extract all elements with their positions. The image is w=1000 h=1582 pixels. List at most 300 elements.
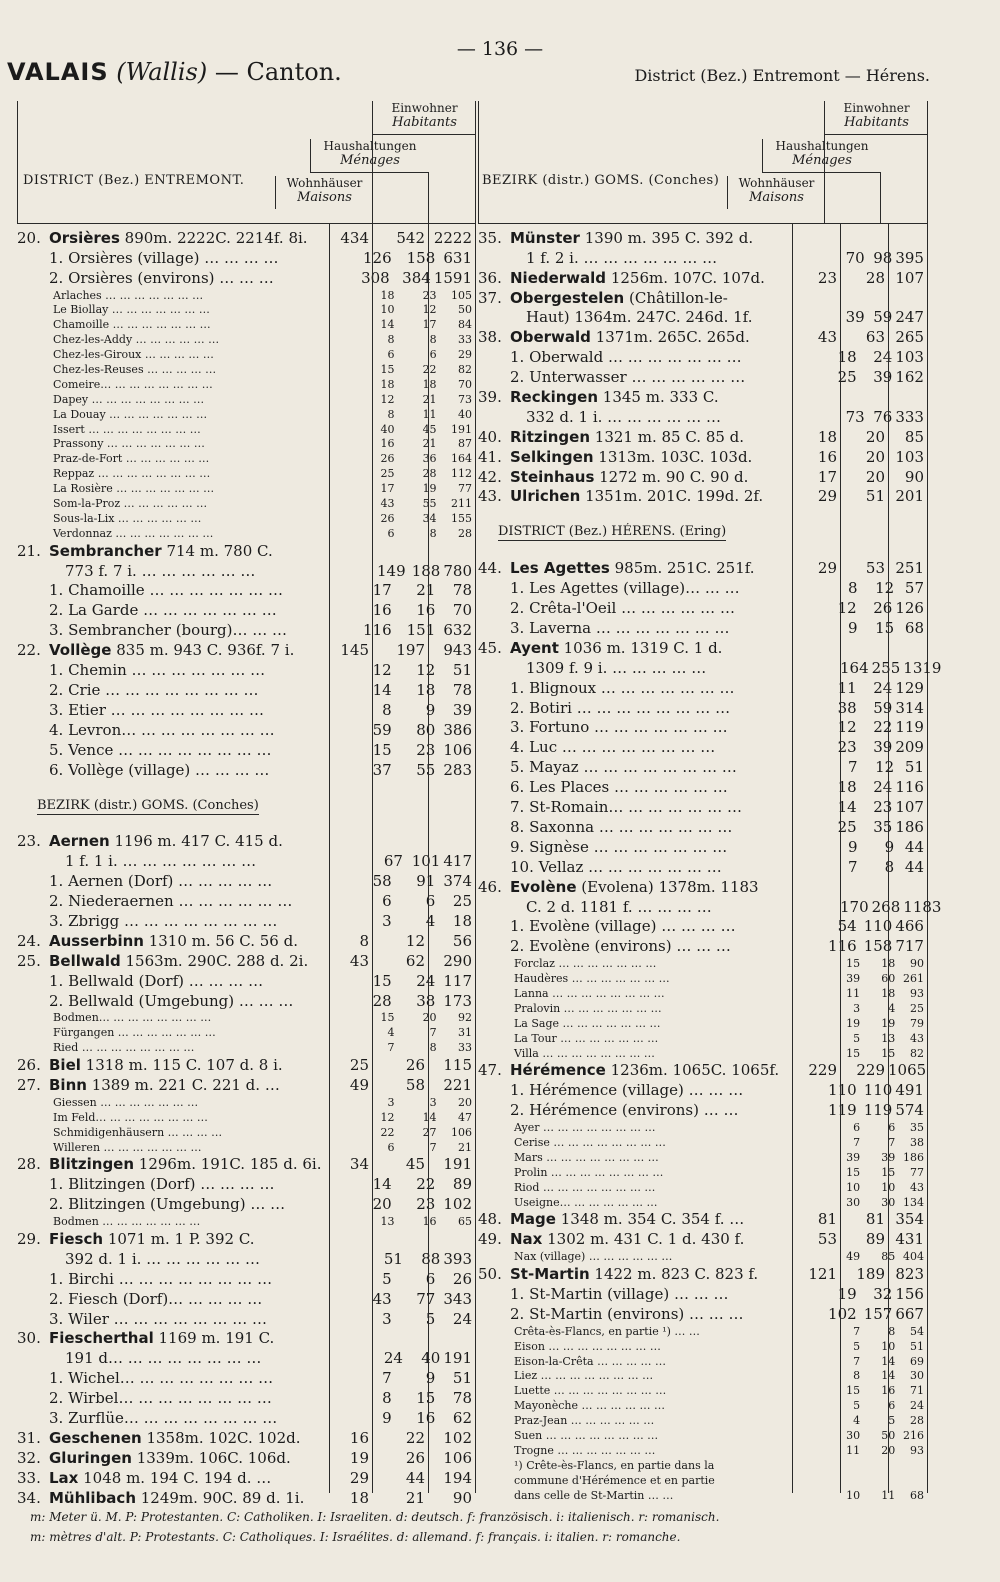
table-row xyxy=(17,561,475,581)
table-row xyxy=(478,1001,927,1016)
menages-cell: 4 xyxy=(425,911,436,930)
maisons-cell: 23 xyxy=(817,268,837,287)
habitants-cell: 33 xyxy=(458,1041,472,1055)
maisons-cell: 29 xyxy=(817,559,837,578)
table-row xyxy=(478,1324,927,1339)
habitants-cell: 44 xyxy=(904,857,925,876)
table-row xyxy=(17,1329,475,1349)
row-text: Chez-les-Giroux … … … … … xyxy=(53,348,214,362)
table-row xyxy=(478,777,927,797)
habitants-cell: 68 xyxy=(904,619,925,638)
row-text: Issert … … … … … … … … xyxy=(53,422,201,436)
maisons-cell: 11 xyxy=(837,678,857,697)
row-text: Bodmen … … … … … … … xyxy=(53,1215,201,1229)
table-row xyxy=(478,1473,927,1488)
habitants-cell: 116 xyxy=(895,778,924,797)
table-row xyxy=(17,581,475,601)
maisons-cell: 18 xyxy=(817,427,837,446)
row-text: 1169 m. 191 C. xyxy=(153,1329,275,1348)
habitants-cell: 90 xyxy=(910,957,924,971)
table-row xyxy=(17,931,475,951)
table-row xyxy=(17,248,475,268)
menages-cell: 14 xyxy=(881,1354,896,1368)
commune-name: Geschenen xyxy=(49,1428,142,1447)
row-text: Schmidigenhäusern … … … … xyxy=(53,1125,223,1139)
table-row xyxy=(478,658,942,678)
table-row xyxy=(17,780,475,790)
maisons-cell: 6 xyxy=(387,526,395,540)
row-text: 6. Vollège (village) … … … … xyxy=(49,760,270,779)
row-label xyxy=(17,1389,361,1408)
menages-cell: 21 xyxy=(405,1488,425,1507)
menages-cell: 6 xyxy=(888,1399,896,1413)
table-row xyxy=(17,1488,475,1508)
habitants-cell: 93 xyxy=(910,986,924,1000)
maisons-cell: 6 xyxy=(853,1121,861,1135)
row-number: 43. xyxy=(478,487,502,506)
row-text: Liez … … … … … … … … xyxy=(514,1369,654,1383)
table-row xyxy=(17,288,475,303)
menages-cell: 5 xyxy=(425,1309,436,1328)
commune-name: Nax xyxy=(510,1230,543,1249)
row-label xyxy=(17,1270,361,1289)
row-text: 2. Crêta-l'Oeil … … … … … … xyxy=(510,599,735,618)
maisons-cell: 25 xyxy=(837,368,857,387)
row-text: C. 2 d. 1181 f. … … … … xyxy=(526,897,712,916)
page-number: — 136 — xyxy=(456,38,544,60)
row-text: 1. Chamoille … … … … … … … xyxy=(49,581,284,600)
habitants-cell: 82 xyxy=(458,363,472,377)
row-label xyxy=(478,579,824,598)
row-label xyxy=(478,898,840,917)
row-label xyxy=(17,482,365,496)
row-text: 1351m. 201C. 199d. 2f. xyxy=(580,487,764,506)
row-label xyxy=(17,437,365,451)
row-label xyxy=(478,639,792,658)
commune-name: Mühlibach xyxy=(49,1488,136,1507)
menages-cell: 10 xyxy=(881,1180,896,1194)
menages-cell: 15 xyxy=(881,1165,896,1179)
maisons-cell: 26 xyxy=(380,511,395,525)
table-row xyxy=(478,1458,927,1473)
row-label xyxy=(478,1325,828,1339)
maisons-cell: 12 xyxy=(380,1110,395,1124)
maisons-cell: 4 xyxy=(853,1414,861,1428)
menages-cell: 8 xyxy=(429,333,437,347)
row-label xyxy=(478,249,840,268)
habitants-cell: 431 xyxy=(895,1230,924,1249)
row-text: Haut) 1364m. 247C. 246d. 1f. xyxy=(526,308,753,327)
row-label xyxy=(478,289,792,308)
row-text: Comeire… … … … … … … … xyxy=(53,377,213,391)
habitants-cell: 404 xyxy=(903,1250,924,1264)
row-label xyxy=(17,761,361,780)
habitants-cell: 25 xyxy=(910,1001,924,1015)
table-row xyxy=(17,822,475,832)
menages-cell: 8 xyxy=(429,526,437,540)
menages-cell: 19 xyxy=(422,482,437,496)
menages-cell: 15 xyxy=(416,1389,436,1408)
habitants-cell: 43 xyxy=(910,1031,924,1045)
table-row xyxy=(17,991,475,1011)
row-label xyxy=(478,328,792,347)
table-row xyxy=(17,1229,475,1249)
row-text: 1249m. 90C. 89 d. 1i. xyxy=(136,1488,305,1507)
row-number: 22. xyxy=(17,641,41,660)
row-text: 1389 m. 221 C. 221 d. … xyxy=(86,1075,280,1094)
menages-cell: 3 xyxy=(429,1095,437,1109)
row-text: 9. Signèse … … … … … … … xyxy=(510,837,728,856)
table-row xyxy=(17,362,475,377)
habitants-cell: 79 xyxy=(910,1016,924,1030)
table-row xyxy=(478,1383,927,1398)
menages-cell: 34 xyxy=(422,511,437,525)
maisons-cell: 12 xyxy=(837,599,857,618)
habitants-cell: 107 xyxy=(895,268,924,287)
table-row xyxy=(478,1150,927,1165)
habitants-cell: 1183 xyxy=(903,897,942,916)
table-row xyxy=(478,308,927,328)
row-text: 985m. 251C. 251f. xyxy=(609,559,755,578)
row-label xyxy=(17,972,361,991)
menages-cell: 91 xyxy=(416,872,436,891)
habitants-cell: 134 xyxy=(903,1195,924,1209)
row-label xyxy=(17,1126,365,1140)
row-text: 1071 m. 1 P. 392 C. xyxy=(103,1229,255,1248)
row-text: 1. Hérémence (village) … … … xyxy=(510,1081,744,1100)
maisons-cell: 8 xyxy=(382,1389,392,1408)
right-district-label: BEZIRK (distr.) GOMS. (Conches) xyxy=(482,173,720,188)
table-row xyxy=(478,1046,927,1061)
row-label xyxy=(478,408,840,427)
table-row xyxy=(17,1140,475,1155)
maisons-cell: 8 xyxy=(382,700,392,719)
menages-cell: 22 xyxy=(422,363,437,377)
menages-cell: 110 xyxy=(863,917,893,936)
row-label xyxy=(478,1017,828,1031)
left-column xyxy=(17,101,476,1507)
habitants-cell: 194 xyxy=(443,1468,472,1487)
maisons-cell: 29 xyxy=(817,487,837,506)
table-row xyxy=(478,1304,927,1324)
row-label xyxy=(17,1310,361,1329)
habitants-cell: 68 xyxy=(910,1488,924,1502)
menages-cell: 110 xyxy=(863,1081,893,1100)
menages-cell: 39 xyxy=(873,738,893,757)
row-label xyxy=(478,559,792,578)
row-text: 1. Blitzingen (Dorf) … … … … xyxy=(49,1175,275,1194)
menages-cell: 85 xyxy=(881,1250,896,1264)
row-text: 1 f. 1 i. … … … … … … … xyxy=(65,852,257,871)
row-text: 835 m. 943 C. 936f. 7 i. xyxy=(111,641,295,660)
maisons-cell: 8 xyxy=(359,931,369,950)
row-text: Praz-Jean … … … … … … xyxy=(514,1414,655,1428)
row-text: 7. St-Romain… … … … … … … xyxy=(510,798,743,817)
row-text: Forclaz … … … … … … … xyxy=(514,957,657,971)
row-label xyxy=(478,878,792,897)
table-row xyxy=(17,466,475,481)
row-text: Verdonnaz … … … … … … … xyxy=(53,526,214,540)
habitants-cell: 780 xyxy=(443,561,472,580)
row-label xyxy=(17,1469,329,1488)
maisons-cell: 15 xyxy=(372,971,392,990)
habitants-cell: 823 xyxy=(895,1265,924,1284)
table-row xyxy=(478,857,927,877)
table-row xyxy=(478,917,927,937)
table-row xyxy=(17,347,475,362)
row-text: Le Biollay … … … … … … … xyxy=(53,303,210,317)
row-label xyxy=(478,1489,828,1503)
row-number: 44. xyxy=(478,559,502,578)
row-text: Ayer … … … … … … … … xyxy=(514,1121,656,1135)
habitants-cell: 51 xyxy=(910,1339,924,1353)
maisons-cell: 11 xyxy=(846,1443,861,1457)
table-row xyxy=(478,1195,927,1210)
row-label xyxy=(478,1047,828,1061)
row-text: 1. Blignoux … … … … … … … xyxy=(510,678,735,697)
habitants-cell: 51 xyxy=(452,1369,472,1388)
table-row xyxy=(478,578,927,598)
habitants-cell: 103 xyxy=(895,348,924,367)
habitants-cell: 62 xyxy=(452,1409,472,1427)
maisons-cell: 12 xyxy=(380,392,395,406)
habitants-cell: 89 xyxy=(452,1175,472,1194)
menages-cell: 80 xyxy=(416,720,436,739)
habitants-cell: 57 xyxy=(904,579,925,598)
menages-cell: 26 xyxy=(405,1056,425,1075)
table-row xyxy=(17,1428,475,1448)
row-text: 1371m. 265C. 265d. xyxy=(590,328,750,347)
maisons-cell: 30 xyxy=(846,1195,861,1209)
row-label xyxy=(17,303,365,317)
row-label xyxy=(478,679,824,698)
row-label xyxy=(17,1369,361,1388)
habitants-cell: 1319 xyxy=(903,658,942,677)
row-label xyxy=(478,758,824,777)
table-row xyxy=(17,303,475,318)
row-label xyxy=(478,858,824,877)
row-number: 47. xyxy=(478,1061,502,1080)
row-text: Giessen … … … … … … … xyxy=(53,1095,199,1109)
maisons-cell: 7 xyxy=(848,857,858,876)
table-row xyxy=(17,526,475,541)
table-row xyxy=(17,640,475,660)
maisons-cell: 30 xyxy=(846,1429,861,1442)
row-text: 714 m. 780 C. xyxy=(161,541,273,560)
habitants-cell: 314 xyxy=(895,698,924,717)
habitants-cell: 209 xyxy=(895,738,924,757)
maisons-cell: 18 xyxy=(837,778,857,797)
row-text: 1036 m. 1319 C. 1 d. xyxy=(558,638,723,657)
menages-cell: 63 xyxy=(865,328,885,347)
table-row xyxy=(478,1428,927,1443)
maisons-cell: 73 xyxy=(845,407,865,426)
row-text: 3. Wiler … … … … … … … … xyxy=(49,1309,268,1328)
commune-name: Selkingen xyxy=(510,447,594,466)
maisons-cell: 17 xyxy=(817,467,837,486)
maisons-cell: 53 xyxy=(817,1230,837,1249)
maisons-cell: 19 xyxy=(837,1284,857,1303)
row-text: 1. St-Martin (village) … … … xyxy=(510,1284,729,1303)
maisons-cell: 38 xyxy=(837,698,857,717)
row-text: BEZIRK (distr.) GOMS. (Conches) xyxy=(37,797,259,813)
habitants-cell: 191 xyxy=(451,422,472,436)
menages-cell: 151 xyxy=(406,621,436,640)
menages-cell: 197 xyxy=(396,641,425,660)
maisons-cell: 3 xyxy=(853,1001,861,1015)
row-label xyxy=(17,1076,329,1095)
maisons-cell: 14 xyxy=(372,680,392,699)
habitants-cell: 717 xyxy=(895,937,924,956)
maisons-cell: 43 xyxy=(372,1289,392,1308)
maisons-cell: 19 xyxy=(846,1016,861,1030)
table-row xyxy=(478,986,927,1001)
row-text: Arlaches … … … … … … … xyxy=(53,288,204,302)
table-row xyxy=(478,506,927,516)
menages-cell: 26 xyxy=(873,599,893,618)
row-label xyxy=(478,1369,828,1383)
commune-name: Ulrichen xyxy=(510,487,581,506)
habitants-cell: 191 xyxy=(443,1349,472,1368)
row-number: 37. xyxy=(478,288,502,307)
habitants-cell: 395 xyxy=(895,248,924,267)
table-row xyxy=(478,1264,927,1284)
commune-name: Hérémence xyxy=(510,1061,606,1080)
table-row xyxy=(17,600,475,620)
maisons-cell: 10 xyxy=(846,1180,861,1194)
menages-cell: 542 xyxy=(396,228,425,247)
maisons-cell: 170 xyxy=(840,897,869,916)
table-row xyxy=(17,1214,475,1229)
row-text: Willeren … … … … … … … xyxy=(53,1140,202,1154)
habitants-cell: 251 xyxy=(895,559,924,578)
row-text: 1. Orsières (village) … … … … xyxy=(49,248,279,267)
habitants-cell: 35 xyxy=(910,1121,924,1135)
menages-cell: 20 xyxy=(881,1443,896,1457)
menages-cell: 24 xyxy=(873,778,893,797)
menages-cell: 35 xyxy=(873,817,893,836)
habitants-cell: 156 xyxy=(895,1284,924,1303)
page-title: VALAIS (Wallis) — Canton. xyxy=(7,58,342,86)
maisons-cell: 15 xyxy=(846,1046,861,1060)
row-label xyxy=(478,269,792,288)
table-row xyxy=(17,437,475,452)
row-label xyxy=(478,838,824,857)
habitants-cell: 102 xyxy=(443,1195,472,1214)
menages-cell: 51 xyxy=(865,487,885,506)
menages-cell: 20 xyxy=(865,467,885,486)
habitants-cell: 2222 xyxy=(433,228,472,247)
maisons-cell: 14 xyxy=(837,798,857,817)
commune-name: Lax xyxy=(49,1468,79,1487)
maisons-cell: 126 xyxy=(363,248,392,267)
table-row xyxy=(17,1155,475,1175)
table-row xyxy=(17,1040,475,1055)
row-label xyxy=(17,721,361,740)
commune-name: Obergestelen xyxy=(510,288,625,307)
row-text: 2. Hérémence (environs) … … xyxy=(510,1101,739,1120)
row-text: Chamoille … … … … … … … xyxy=(53,318,211,332)
maisons-cell: 164 xyxy=(840,658,869,677)
maisons-cell: 20 xyxy=(372,1195,392,1214)
maisons-cell: 34 xyxy=(349,1155,369,1174)
row-number: 35. xyxy=(478,228,502,247)
row-text: Pralovin … … … … … … … xyxy=(514,1001,662,1015)
district-heading: District (Bez.) Entremont — Hérens. xyxy=(634,66,930,85)
row-label xyxy=(478,987,828,1001)
row-text: 1. Wichel… … … … … … … … xyxy=(49,1369,274,1388)
maisons-cell: 18 xyxy=(380,288,395,302)
row-text: 1348 m. 354 C. 354 f. … xyxy=(555,1210,745,1229)
row-label xyxy=(17,892,361,911)
maisons-cell: 7 xyxy=(853,1135,861,1149)
table-row xyxy=(478,1016,927,1031)
row-number: 49. xyxy=(478,1230,502,1249)
row-label xyxy=(17,393,365,407)
menages-cell: 40 xyxy=(421,1349,441,1368)
table-row xyxy=(17,1194,475,1214)
row-number: 38. xyxy=(478,328,502,347)
habitants-cell: 126 xyxy=(895,599,924,618)
maisons-cell: 16 xyxy=(372,601,392,620)
row-number: 32. xyxy=(17,1448,41,1467)
row-label xyxy=(478,348,824,367)
table-row xyxy=(17,1249,475,1269)
menages-cell: 59 xyxy=(873,308,893,327)
maisons-cell: 149 xyxy=(377,561,406,580)
row-text: 1313m. 103C. 103d. xyxy=(593,447,753,466)
row-label xyxy=(17,423,365,437)
table-row xyxy=(478,837,927,857)
habitants-cell: 33 xyxy=(458,333,472,347)
row-label xyxy=(17,289,365,303)
table-row xyxy=(17,1309,475,1329)
menages-cell: 158 xyxy=(863,937,893,956)
left-table xyxy=(17,224,475,1508)
habitants-cell: 21 xyxy=(458,1140,472,1154)
maisons-cell: 54 xyxy=(837,917,857,936)
row-text: 2. Niederaernen … … … … … … xyxy=(49,892,293,911)
table-row xyxy=(478,1135,927,1150)
habitants-cell: 417 xyxy=(443,852,472,871)
commune-name: Blitzingen xyxy=(49,1155,135,1174)
row-label xyxy=(478,778,824,797)
maisons-cell: 17 xyxy=(372,581,392,600)
row-text: 1. Les Agettes (village)… … … xyxy=(510,579,740,598)
row-text: 1236m. 1065C. 1065f. xyxy=(605,1061,780,1080)
habitants-cell: 247 xyxy=(895,308,924,327)
table-row xyxy=(478,956,927,971)
menages-cell: 16 xyxy=(422,1215,437,1229)
row-text: (Châtillon-le- xyxy=(624,288,728,307)
menages-cell: 101 xyxy=(411,852,441,871)
row-label xyxy=(478,1399,828,1413)
habitants-cell: 50 xyxy=(458,303,472,317)
row-text: 2. La Garde … … … … … … … xyxy=(49,601,277,620)
table-row xyxy=(478,718,927,738)
menages-cell: 12 xyxy=(875,579,895,598)
row-text: 3. Zurflüe… … … … … … … … xyxy=(49,1409,278,1427)
table-row xyxy=(478,1354,927,1369)
habitants-cell: 386 xyxy=(443,720,472,739)
habitants-cell: 106 xyxy=(443,1448,472,1467)
habitants-cell: 290 xyxy=(443,951,472,970)
row-text: La Sage … … … … … … … xyxy=(514,1016,661,1030)
table-row xyxy=(478,447,927,467)
menages-cell: 11 xyxy=(422,407,437,421)
table-row xyxy=(478,248,927,268)
row-number: 46. xyxy=(478,877,502,896)
